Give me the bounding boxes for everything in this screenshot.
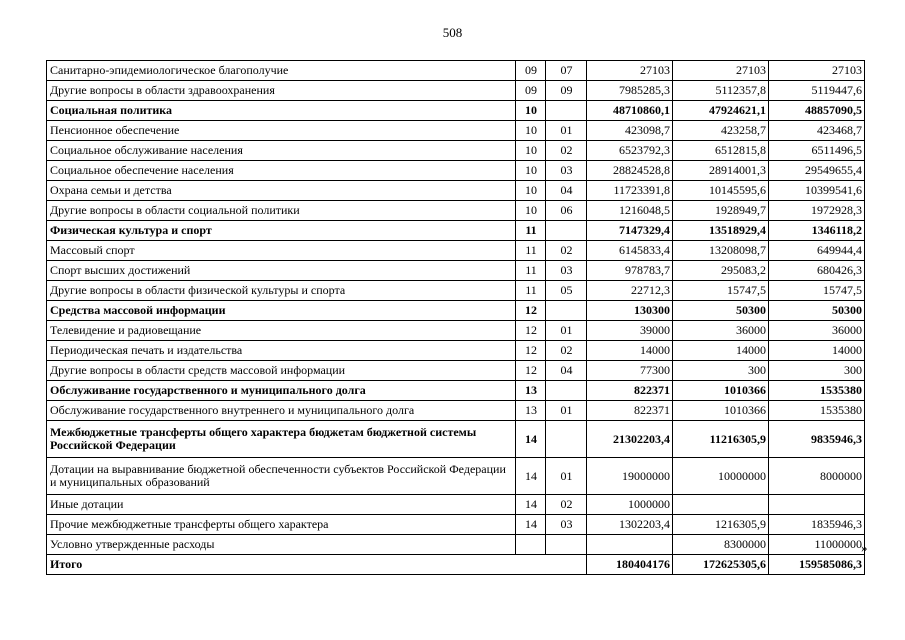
table-row (47, 261, 865, 281)
row-name: Средства массовой информации (47, 301, 516, 321)
section-row (47, 301, 865, 321)
amount-year-3: 9835946,3 (769, 421, 865, 458)
section-row (47, 381, 865, 401)
subsection-code (546, 101, 587, 121)
subsection-code (546, 421, 587, 458)
subsection-code: 03 (546, 515, 587, 535)
row-name: Массовый спорт (47, 241, 516, 261)
amount-year-3: 1346118,2 (769, 221, 865, 241)
budget-table (46, 60, 865, 575)
amount-year-1: 6145833,4 (587, 241, 673, 261)
table-row (47, 241, 865, 261)
amount-year-2: 13518929,4 (673, 221, 769, 241)
amount-year-3: 6511496,5 (769, 141, 865, 161)
section-code: 09 (516, 61, 546, 81)
amount-year-3: 14000 (769, 341, 865, 361)
amount-year-3: 649944,4 (769, 241, 865, 261)
amount-year-3: 27103 (769, 61, 865, 81)
amount-year-2: 6512815,8 (673, 141, 769, 161)
table-row (47, 61, 865, 81)
row-name: Другие вопросы в области физической культуры и спорта (47, 281, 516, 301)
table-row (47, 321, 865, 341)
amount-year-1: 11723391,8 (587, 181, 673, 201)
section-code: 13 (516, 401, 546, 421)
row-name: Иные дотации (47, 495, 516, 515)
amount-year-1: 7147329,4 (587, 221, 673, 241)
row-name: Социальная политика (47, 101, 516, 121)
amount-year-2: 1928949,7 (673, 201, 769, 221)
amount-year-2: 5112357,8 (673, 81, 769, 101)
row-name: Другие вопросы в области социальной политики (47, 201, 516, 221)
subsection-code (546, 381, 587, 401)
amount-year-2: 1010366 (673, 401, 769, 421)
amount-year-3: 48857090,5 (769, 101, 865, 121)
row-name: Социальное обслуживание населения (47, 141, 516, 161)
section-code: 10 (516, 201, 546, 221)
amount-year-1: 19000000 (587, 458, 673, 495)
section-code: 12 (516, 341, 546, 361)
section-code: 14 (516, 421, 546, 458)
row-name: Социальное обеспечение населения (47, 161, 516, 181)
row-name: Телевидение и радиовещание (47, 321, 516, 341)
row-name: Обслуживание государственного внутреннего и муниципального долга (47, 401, 516, 421)
subsection-code: 01 (546, 401, 587, 421)
amount-year-2: 47924621,1 (673, 101, 769, 121)
amount-year-3: 423468,7 (769, 121, 865, 141)
amount-year-3: 36000 (769, 321, 865, 341)
amount-year-3: 1835946,3 (769, 515, 865, 535)
total-year-1: 180404176 (587, 555, 673, 575)
amount-year-2: 15747,5 (673, 281, 769, 301)
section-code: 09 (516, 81, 546, 101)
subsection-code: 05 (546, 281, 587, 301)
section-code: 10 (516, 101, 546, 121)
table-row (47, 341, 865, 361)
section-row (47, 221, 865, 241)
amount-year-3: 300 (769, 361, 865, 381)
row-name: Другие вопросы в области здравоохранения (47, 81, 516, 101)
amount-year-2: 11216305,9 (673, 421, 769, 458)
amount-year-2: 36000 (673, 321, 769, 341)
total-year-3: 159585086,3 (769, 555, 865, 575)
row-name: Условно утвержденные расходы (47, 535, 516, 555)
section-code: 14 (516, 458, 546, 495)
amount-year-2: 14000 (673, 341, 769, 361)
subsection-code (546, 221, 587, 241)
section-code: 12 (516, 321, 546, 341)
subsection-code (546, 301, 587, 321)
row-name: Обслуживание государственного и муниципального долга (47, 381, 516, 401)
section-code: 14 (516, 515, 546, 535)
section-code: 11 (516, 281, 546, 301)
section-code: 10 (516, 121, 546, 141)
amount-year-3: 15747,5 (769, 281, 865, 301)
table-row (47, 181, 865, 201)
amount-year-3: 1535380 (769, 401, 865, 421)
amount-year-1: 28824528,8 (587, 161, 673, 181)
amount-year-3: 29549655,4 (769, 161, 865, 181)
amount-year-1: 423098,7 (587, 121, 673, 141)
table-row (47, 535, 865, 555)
amount-year-1: 822371 (587, 401, 673, 421)
amount-year-2: 8300000 (673, 535, 769, 555)
section-code: 12 (516, 361, 546, 381)
amount-year-1: 27103 (587, 61, 673, 81)
table-row (47, 141, 865, 161)
row-name: Санитарно-эпидемиологическое благополучие (47, 61, 516, 81)
subsection-code: 07 (546, 61, 587, 81)
table-row (47, 495, 865, 515)
amount-year-2: 423258,7 (673, 121, 769, 141)
amount-year-2: 50300 (673, 301, 769, 321)
section-code: 11 (516, 221, 546, 241)
amount-year-1: 1216048,5 (587, 201, 673, 221)
section-row (47, 101, 865, 121)
amount-year-3 (769, 495, 865, 515)
amount-year-3: 8000000 (769, 458, 865, 495)
table-row (47, 515, 865, 535)
amount-year-1: 822371 (587, 381, 673, 401)
row-name: Межбюджетные трансферты общего характера бюджетам бюджетной системы Российской Федерации (47, 421, 516, 458)
table-row (47, 161, 865, 181)
subsection-code: 06 (546, 201, 587, 221)
amount-year-1: 7985285,3 (587, 81, 673, 101)
total-year-2: 172625305,6 (673, 555, 769, 575)
section-code: 11 (516, 241, 546, 261)
amount-year-3: 1535380 (769, 381, 865, 401)
section-code: 10 (516, 181, 546, 201)
table-row (47, 81, 865, 101)
amount-year-2: 28914001,3 (673, 161, 769, 181)
page-number: 508 (442, 25, 463, 40)
subsection-code: 01 (546, 321, 587, 341)
closing-quote-mark: » (861, 540, 868, 555)
total-row (47, 555, 865, 575)
amount-year-1: 14000 (587, 341, 673, 361)
section-code: 12 (516, 301, 546, 321)
table-row (47, 281, 865, 301)
amount-year-1: 1302203,4 (587, 515, 673, 535)
table-row (47, 458, 865, 495)
amount-year-3: 11000000 (769, 535, 865, 555)
row-name: Спорт высших достижений (47, 261, 516, 281)
amount-year-1: 22712,3 (587, 281, 673, 301)
section-code: 13 (516, 381, 546, 401)
subsection-code: 01 (546, 121, 587, 141)
amount-year-1: 21302203,4 (587, 421, 673, 458)
section-code: 11 (516, 261, 546, 281)
amount-year-3: 5119447,6 (769, 81, 865, 101)
row-name: Прочие межбюджетные трансферты общего характера (47, 515, 516, 535)
amount-year-1 (587, 535, 673, 555)
amount-year-1: 1000000 (587, 495, 673, 515)
amount-year-3: 1972928,3 (769, 201, 865, 221)
section-code: 10 (516, 141, 546, 161)
amount-year-1: 6523792,3 (587, 141, 673, 161)
amount-year-2: 1216305,9 (673, 515, 769, 535)
amount-year-2: 1010366 (673, 381, 769, 401)
subsection-code: 03 (546, 161, 587, 181)
row-name: Периодическая печать и издательства (47, 341, 516, 361)
amount-year-2: 27103 (673, 61, 769, 81)
subsection-code: 09 (546, 81, 587, 101)
section-code: 10 (516, 161, 546, 181)
amount-year-2: 10145595,6 (673, 181, 769, 201)
row-name: Пенсионное обеспечение (47, 121, 516, 141)
budget-table-body (47, 61, 865, 575)
row-name: Охрана семьи и детства (47, 181, 516, 201)
subsection-code: 02 (546, 141, 587, 161)
subsection-code (546, 535, 587, 555)
subsection-code: 04 (546, 361, 587, 381)
amount-year-3: 10399541,6 (769, 181, 865, 201)
subsection-code: 02 (546, 495, 587, 515)
total-label: Итого (47, 555, 587, 575)
amount-year-2: 300 (673, 361, 769, 381)
subsection-code: 03 (546, 261, 587, 281)
subsection-code: 01 (546, 458, 587, 495)
row-name: Физическая культура и спорт (47, 221, 516, 241)
amount-year-1: 48710860,1 (587, 101, 673, 121)
row-name: Другие вопросы в области средств массовой информации (47, 361, 516, 381)
amount-year-2: 13208098,7 (673, 241, 769, 261)
row-name: Дотации на выравнивание бюджетной обеспеченности субъектов Российской Федерации и муниципальных образований (47, 458, 516, 495)
amount-year-1: 39000 (587, 321, 673, 341)
section-code: 14 (516, 495, 546, 515)
table-row (47, 121, 865, 141)
table-row (47, 201, 865, 221)
section-row (47, 421, 865, 458)
amount-year-1: 77300 (587, 361, 673, 381)
subsection-code: 02 (546, 241, 587, 261)
amount-year-1: 130300 (587, 301, 673, 321)
amount-year-2: 295083,2 (673, 261, 769, 281)
subsection-code: 04 (546, 181, 587, 201)
amount-year-3: 50300 (769, 301, 865, 321)
subsection-code: 02 (546, 341, 587, 361)
section-code (516, 535, 546, 555)
amount-year-2: 10000000 (673, 458, 769, 495)
amount-year-1: 978783,7 (587, 261, 673, 281)
table-row (47, 401, 865, 421)
table-row (47, 361, 865, 381)
amount-year-2 (673, 495, 769, 515)
amount-year-3: 680426,3 (769, 261, 865, 281)
